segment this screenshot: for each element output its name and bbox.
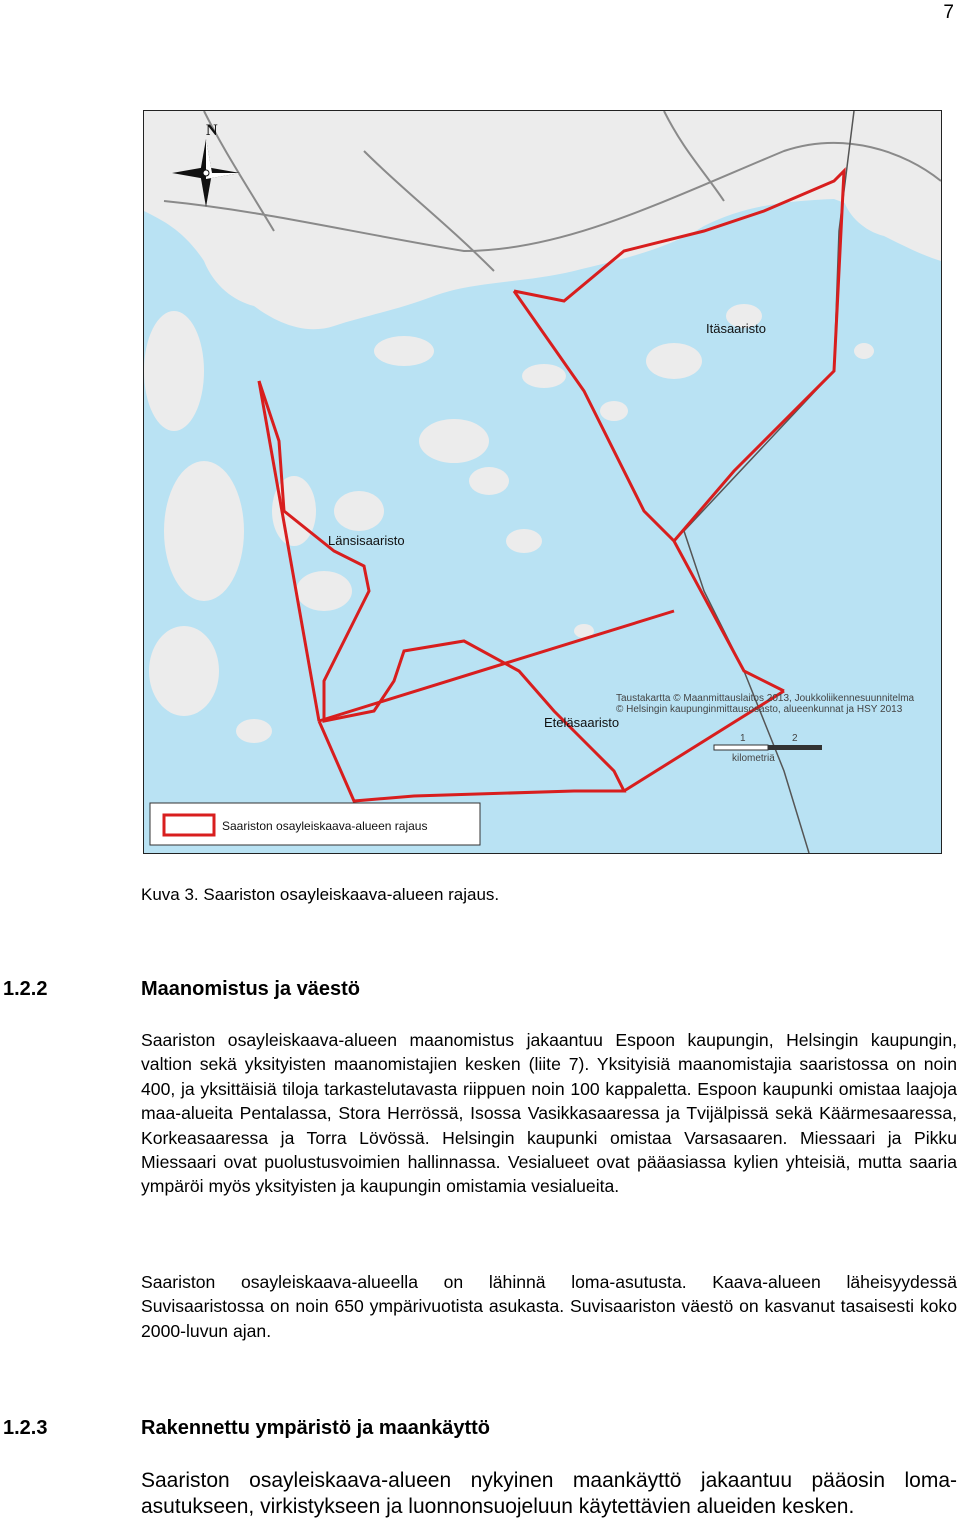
section-number: 1.2.2	[3, 978, 48, 1000]
section-title: Rakennettu ympäristö ja maankäyttö	[141, 1417, 490, 1439]
scale-bar	[714, 733, 822, 764]
label-itasaaristo: Itäsaaristo	[706, 321, 766, 336]
section1-paragraph-2: Saariston osayleiskaava-alueella on lähinnä loma-asutusta. Kaava-alueen läheisyydessä Suvisaaristossa on noin 650 ympärivuotista asukasta. Suvisaariston väestö on kasvanut tasaisesti koko 2000-luvun ajan.	[141, 1272, 957, 1341]
section2-paragraph-1: Saariston osayleiskaava-alueen nykyinen maankäyttö jakaantuu pääosin loma-asutukseen, virkistykseen ja luonnonsuojeluun käytettävien alueiden kesken.	[141, 1469, 957, 1518]
section-title: Maanomistus ja väestö	[141, 978, 360, 1000]
map-figure	[143, 110, 942, 854]
section-number: 1.2.3	[3, 1417, 48, 1439]
compass-label: N	[206, 122, 218, 139]
label-lansisaaristo: Länsisaaristo	[328, 533, 405, 548]
mainland-east	[844, 111, 941, 261]
page-number: 7	[943, 2, 954, 23]
figure-caption: Kuva 3. Saariston osayleiskaava-alueen rajaus.	[141, 885, 500, 904]
map-credit-2: © Helsingin kaupunginmittausosasto, alueenkunnat ja HSY 2013	[616, 704, 903, 715]
islands	[144, 293, 874, 743]
legend-label: Saariston osayleiskaava-alueen rajaus	[222, 819, 428, 833]
map-legend	[150, 803, 480, 845]
label-etelasaaristo: Eteläsaaristo	[544, 715, 620, 730]
map-credit-1: Taustakartta © Maanmittauslaitos 2013, Joukkoliikennesuunnitelma	[616, 693, 915, 704]
map-canvas	[144, 111, 941, 853]
section1-paragraph-1: Saariston osayleiskaava-alueen maanomistus jakaantuu Espoon kaupungin, Helsingin kaupungin, valtion sekä yksityisten maanomistajien kesken (liite 7). Yksityisiä maanomistajia saaristossa on noin 400, ja yksittäisiä tiloja tarkastelutavasta riippuen noin 100 kappaletta. Espoon kaupunki omistaa laajoja maa-alueita Pentalassa, Stora Herrössä, Isossa Vasikkasaaressa ja Tvijälpissä sekä Käärmesaaressa, Korkeasaaressa ja Torra Lövössä. Helsingin kaupunki omistaa Varsasaaren. Miessaari ja Pikku Miessaari ovat puolustusvoimien hallinnassa. Vesialueet ovat pääasiassa kylien yhteisiä, mutta saaria ympäröi myös yksityisten ja kaupungin omistamia vesialueita.	[141, 1030, 957, 1197]
scale-tick-2: 2	[792, 733, 798, 744]
scale-tick-1: 1	[740, 733, 746, 744]
scale-unit: kilometriä	[732, 753, 775, 764]
